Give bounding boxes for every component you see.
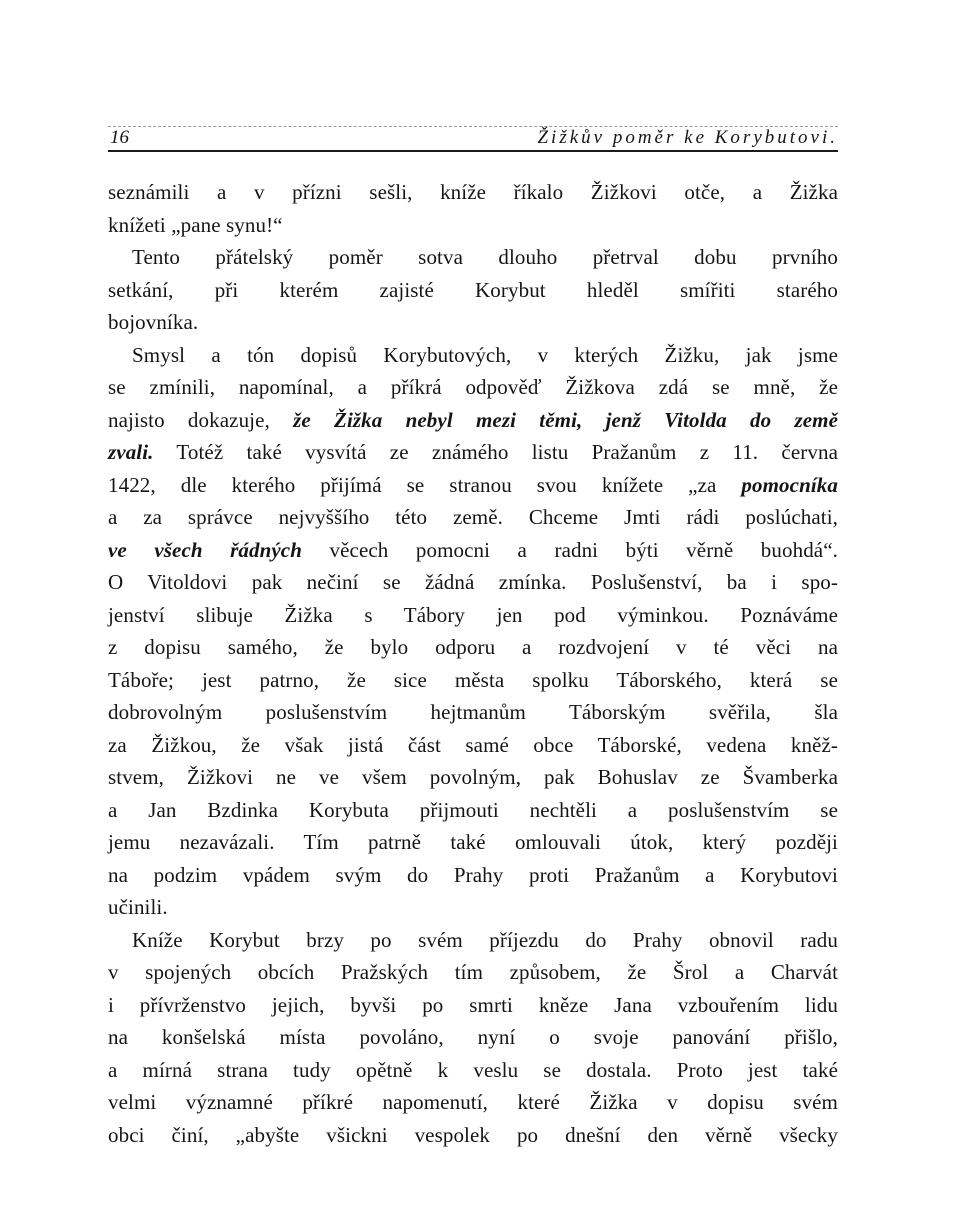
text-segment: knížeti „pane synu!“ xyxy=(108,212,283,237)
text-segment: na podzim vpádem svým do Prahy proti Pražanům a Korybutovi xyxy=(108,862,838,887)
text-line xyxy=(108,761,838,794)
text-line xyxy=(108,436,838,469)
text-line xyxy=(108,989,838,1022)
text-segment: 1422, dle kterého přijímá se stranou svou knížete „za xyxy=(108,472,742,497)
body-text xyxy=(108,176,838,1151)
text-line xyxy=(108,534,838,567)
text-segment: i přívrženstvo jejich, byvši po smrti kněze Jana vzbouřením lidu xyxy=(108,992,838,1017)
emphasized-text: pomocníka xyxy=(741,472,838,497)
text-line xyxy=(108,631,838,664)
text-line xyxy=(108,404,838,437)
text-line xyxy=(108,859,838,892)
text-segment: Smysl a tón dopisů Korybutových, v kterých Žižku, jak jsme xyxy=(132,342,838,367)
text-line xyxy=(108,306,838,339)
text-line xyxy=(108,176,838,209)
text-segment: najisto dokazuje, xyxy=(108,407,294,432)
text-line xyxy=(108,891,838,924)
text-segment: Tento přátelský poměr sotva dlouho přetrval dobu prvního xyxy=(132,245,838,269)
text-line xyxy=(108,729,838,762)
text-segment: obci činí, „abyšte všickni vespolek po dnešní den věrně všecky xyxy=(108,1122,838,1147)
text-segment: Totéž také vysvítá ze známého listu Pražanům z 11. června xyxy=(153,440,838,464)
text-line xyxy=(108,501,838,534)
text-line xyxy=(108,664,838,697)
text-segment: jenství slibuje Žižka s Tábory jen pod výminkou. Poznáváme xyxy=(108,602,838,627)
text-line xyxy=(108,826,838,859)
text-line xyxy=(108,241,838,274)
text-line xyxy=(108,956,838,989)
text-line xyxy=(108,1021,838,1054)
text-segment: a Jan Bzdinka Korybuta přijmouti nechtěli a poslušenstvím se xyxy=(108,797,838,822)
text-line xyxy=(108,566,838,599)
text-segment: učinili. xyxy=(108,895,168,919)
text-segment: za Žižkou, že však jistá část samé obce Táborské, vedena kněž- xyxy=(108,732,838,757)
text-segment: jemu nezavázali. Tím patrně také omlouvali útok, který později xyxy=(108,830,838,854)
text-segment: Táboře; jest patrno, že sice města spolku Táborského, která se xyxy=(108,667,838,692)
text-segment: Kníže Korybut brzy po svém příjezdu do Prahy obnovil radu xyxy=(132,927,838,952)
text-segment: bojovníka. xyxy=(108,310,199,334)
text-line xyxy=(108,924,838,957)
page-number: 16 xyxy=(110,127,129,148)
text-segment: se zmínili, napomínal, a příkrá odpověď Žižkova zdá se mně, že xyxy=(108,375,838,399)
emphasized-text: zvali. xyxy=(108,440,154,464)
text-segment: a mírná strana tudy opětně k veslu se dostala. Proto jest také xyxy=(108,1057,838,1082)
running-title: Žižkův poměr ke Korybutovi. xyxy=(537,127,838,148)
text-segment: seznámili a v přízni sešli, kníže říkalo Žižkovi otče, a Žižka xyxy=(108,180,838,204)
text-segment: setkání, při kterém zajisté Korybut hleděl smířiti starého xyxy=(108,277,838,302)
text-segment: věcech pomocni a radni býti věrně buohdá“. xyxy=(302,537,838,562)
emphasized-text: že Žižka nebyl mezi těmi, jenž Vitolda do země xyxy=(293,407,838,432)
text-line xyxy=(108,274,838,307)
text-segment: na konšelská místa povoláno, nyní o svoje panování přišlo, xyxy=(108,1025,838,1049)
text-line xyxy=(108,339,838,372)
text-line xyxy=(108,1054,838,1087)
text-segment: dobrovolným poslušenstvím hejtmanům Táborským svěřila, šla xyxy=(108,700,838,724)
text-line xyxy=(108,469,838,502)
text-segment: v spojených obcích Pražských tím způsobem, že Šrol a Charvát xyxy=(108,960,838,984)
text-line xyxy=(108,209,838,242)
emphasized-text: ve všech řádných xyxy=(108,537,303,562)
header-rule xyxy=(108,150,838,152)
text-line xyxy=(108,794,838,827)
text-segment: stvem, Žižkovi ne ve všem povolným, pak Bohuslav ze Švamberka xyxy=(108,765,838,789)
text-segment: velmi významné příkré napomenutí, které Žižka v dopisu svém xyxy=(108,1090,838,1114)
text-line xyxy=(108,1086,838,1119)
text-line xyxy=(108,599,838,632)
text-segment: O Vitoldovi pak nečiní se žádná zmínka. Poslušenství, ba i spo- xyxy=(108,570,838,594)
text-segment: z dopisu samého, že bylo odporu a rozdvojení v té věci na xyxy=(108,635,838,659)
text-segment: a za správce nejvyššího této země. Chceme Jmti rádi poslúchati, xyxy=(108,505,838,529)
text-line xyxy=(108,1119,838,1152)
text-line xyxy=(108,696,838,729)
text-line xyxy=(108,371,838,404)
running-head xyxy=(108,122,838,152)
